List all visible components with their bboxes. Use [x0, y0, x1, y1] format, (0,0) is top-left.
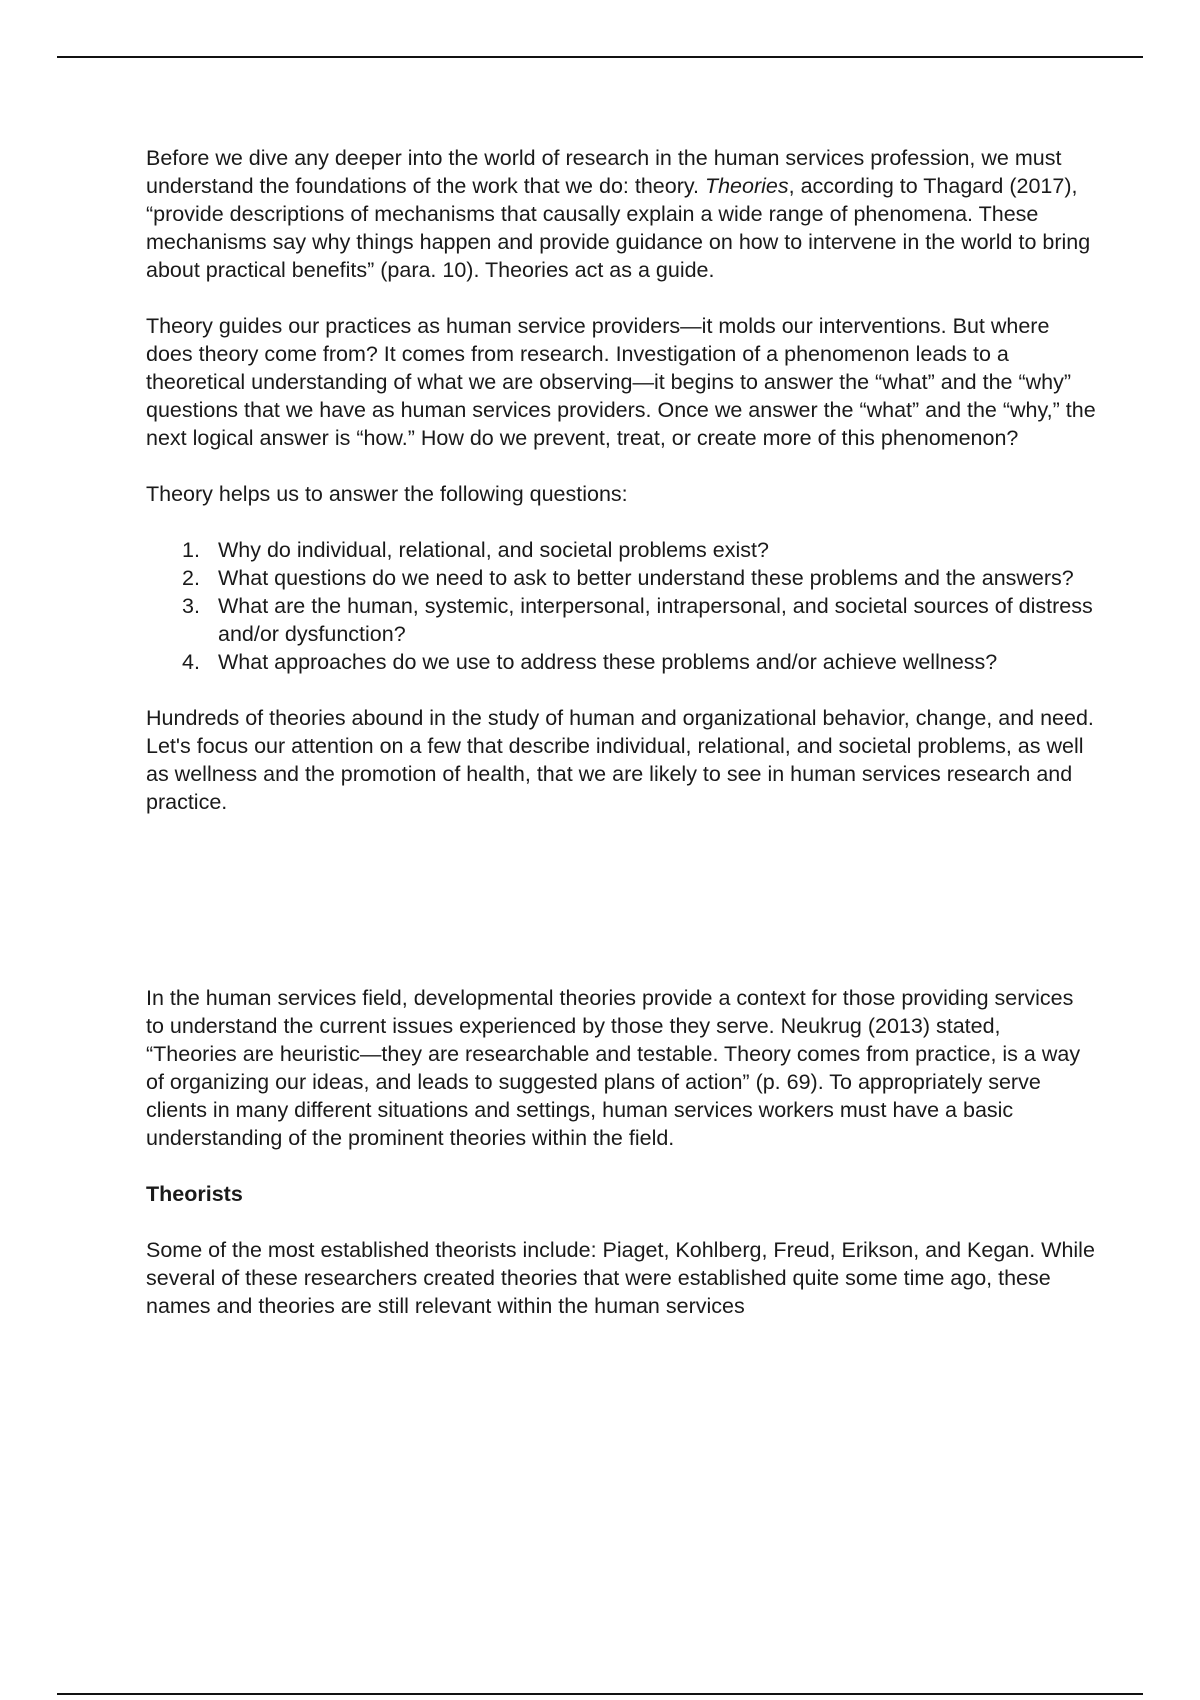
list-number: 2. — [182, 566, 200, 590]
questions-list — [146, 536, 1096, 676]
theories-abound-paragraph: Hundreds of theories abound in the study of human and organizational behavior, change, and need. Let's focus our attention on a few that describe individual, relational, and societal problems, as well as wellness and the promotion of health, that we are likely to see in human services research and practice. — [146, 706, 1094, 814]
list-item-text: Why do individual, relational, and societal problems exist? — [218, 538, 769, 562]
developmental-theories-paragraph: In the human services field, developmental theories provide a context for those providing services to understand the current issues experienced by those they serve. Neukrug (2013) stated, “Theories are heuristic—they are researchable and testable. Theory comes from practice, is a way of organizing our ideas, and leads to suggested plans of action” (p. 69). To appropriately serve clients in many different situations and settings, human services workers must have a basic understanding of the prominent theories within the field. — [146, 986, 1081, 1150]
list-item — [146, 536, 1096, 564]
theory-guides-paragraph: Theory guides our practices as human service providers—it molds our interventions. But where does theory come from? It comes from research. Investigation of a phenomenon leads to a theoretical understanding of what we are observing—it begins to answer the “what” and the “why” questions that we have as human services providers. Once we answer the “what” and the “why,” the next logical answer is “how.” How do we prevent, treat, or create more of this phenomenon? — [146, 314, 1096, 450]
list-item-text: What are the human, systemic, interpersonal, intrapersonal, and societal sources of distress and/or dysfunction? — [218, 594, 1093, 646]
list-number: 1. — [182, 538, 200, 562]
header-rule — [57, 56, 1143, 58]
list-item — [146, 648, 1096, 676]
footer-rule — [57, 1693, 1143, 1695]
list-item-text: What approaches do we use to address these problems and/or achieve wellness? — [218, 650, 998, 674]
theories-term: Theories — [704, 174, 789, 198]
theorists-heading: Theorists — [146, 1182, 243, 1206]
theorists-paragraph: Some of the most established theorists include: Piaget, Kohlberg, Freud, Erikson, and Kegan. While several of these researchers created theories that were established quite some time ago, these names and theories are still relevant within the human services — [146, 1238, 1095, 1318]
questions-intro: Theory helps us to answer the following questions: — [146, 482, 628, 506]
list-item — [146, 592, 1096, 648]
section-spacer — [146, 844, 1096, 984]
list-number: 3. — [182, 594, 200, 618]
list-item — [146, 564, 1096, 592]
list-number: 4. — [182, 650, 200, 674]
intro-paragraph: Before we dive any deeper into the world of research in the human services profession, we must understand the foundations of the work that we do: theory. Theories, according to Thagard (2017), “provide descriptions of mechanisms that causally explain a wide range of phenomena. These mechanisms say why things happen and provide guidance on how to intervene in the world to bring about practical benefits” (para. 10). Theories act as a guide. — [146, 146, 1091, 282]
list-item-text: What questions do we need to ask to better understand these problems and the answers? — [218, 566, 1074, 590]
document-body — [146, 144, 1096, 1348]
